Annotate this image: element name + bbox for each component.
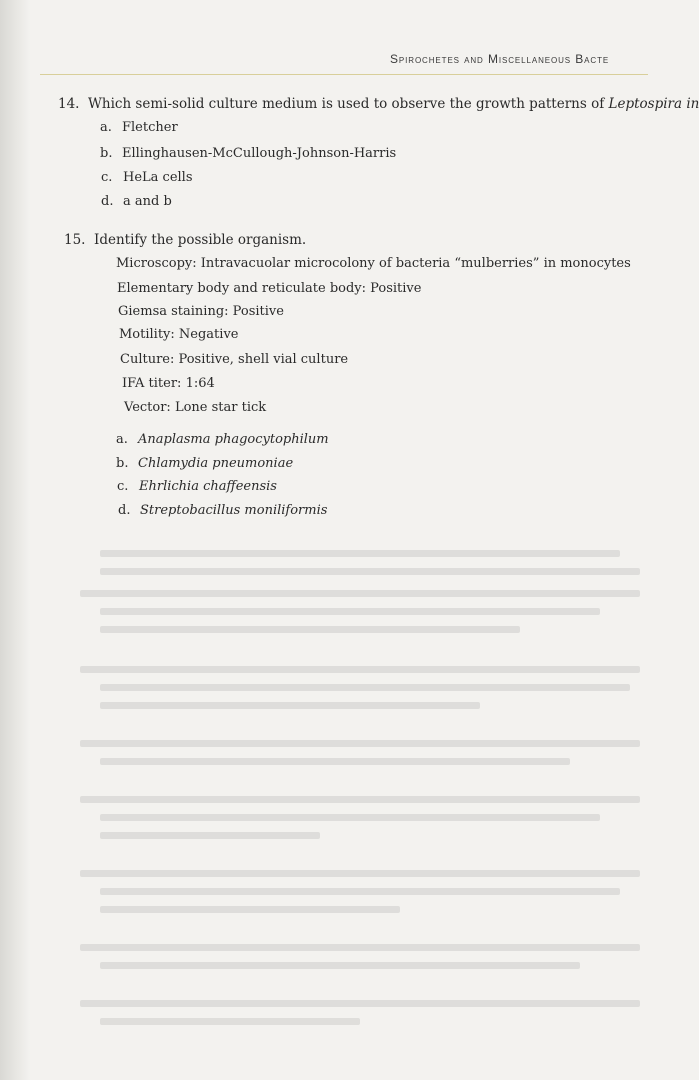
option-letter: c. — [101, 170, 113, 185]
bleed-line — [100, 962, 580, 969]
bleed-line — [100, 684, 630, 691]
option-text: Anaplasma phagocytophilum — [138, 432, 329, 447]
bleed-line — [100, 1018, 360, 1025]
header-rule — [40, 74, 648, 75]
clue-microscopy: Microscopy: Intravacuolar microcolony of bacteria “mulberries” in monocytes — [116, 256, 631, 271]
bleed-line — [80, 944, 640, 951]
bleed-line — [80, 796, 640, 803]
option-14b — [100, 146, 396, 161]
clue-vector: Vector: Lone star tick — [124, 400, 267, 415]
clue-elementary-body: Elementary body and reticulate body: Positive — [117, 281, 422, 296]
clue-culture: Culture: Positive, shell vial culture — [120, 352, 349, 367]
option-letter: d. — [118, 503, 131, 518]
bleed-through-text — [40, 540, 648, 1060]
option-text: Chlamydia pneumoniae — [138, 456, 294, 471]
bleed-line — [80, 590, 640, 597]
bleed-line — [80, 1000, 640, 1007]
clue-ifa-titer: IFA titer: 1:64 — [122, 376, 215, 391]
option-text: Streptobacillus moniliformis — [140, 503, 328, 518]
bleed-line — [100, 814, 600, 821]
option-letter: b. — [116, 456, 129, 471]
question-text — [88, 96, 699, 112]
question-text: Identify the possible organism. — [94, 232, 307, 248]
option-15c — [117, 479, 277, 494]
option-text: a and b — [123, 194, 172, 209]
bleed-line — [100, 832, 320, 839]
running-header — [0, 52, 648, 76]
option-text: HeLa cells — [123, 170, 193, 185]
question-text-main: Which semi-solid culture medium is used to observe the growth patterns of — [88, 96, 609, 112]
option-15b — [116, 456, 293, 471]
bleed-line — [100, 568, 640, 575]
page-edge-shadow — [0, 0, 30, 1080]
option-letter: a. — [100, 120, 112, 135]
option-letter: b. — [100, 146, 113, 161]
option-text: Ellinghausen-McCullough-Johnson-Harris — [122, 146, 397, 161]
bleed-line — [80, 870, 640, 877]
bleed-line — [100, 888, 620, 895]
option-text: Fletcher — [122, 120, 178, 135]
option-14c — [101, 170, 193, 185]
option-14a — [100, 120, 178, 135]
bleed-line — [100, 758, 570, 765]
option-letter: d. — [101, 194, 114, 209]
question-text-italic: Leptospira in — [608, 96, 699, 112]
bleed-line — [80, 740, 640, 747]
header-title: Spirochetes and Miscellaneous Bacte — [390, 52, 610, 66]
option-letter: c. — [117, 479, 129, 494]
clue-giemsa: Giemsa staining: Positive — [118, 304, 284, 319]
bleed-line — [100, 906, 400, 913]
bleed-line — [100, 626, 520, 633]
question-number: 15. — [64, 232, 86, 248]
question-number: 14. — [58, 96, 80, 112]
option-14d — [101, 194, 172, 209]
bleed-line — [100, 550, 620, 557]
option-text: Ehrlichia chaffeensis — [139, 479, 277, 494]
option-15d — [118, 503, 327, 518]
clue-motility: Motility: Negative — [119, 327, 239, 342]
option-letter: a. — [116, 432, 128, 447]
bleed-line — [80, 666, 640, 673]
option-15a — [116, 432, 329, 447]
bleed-line — [100, 702, 480, 709]
bleed-line — [100, 608, 600, 615]
